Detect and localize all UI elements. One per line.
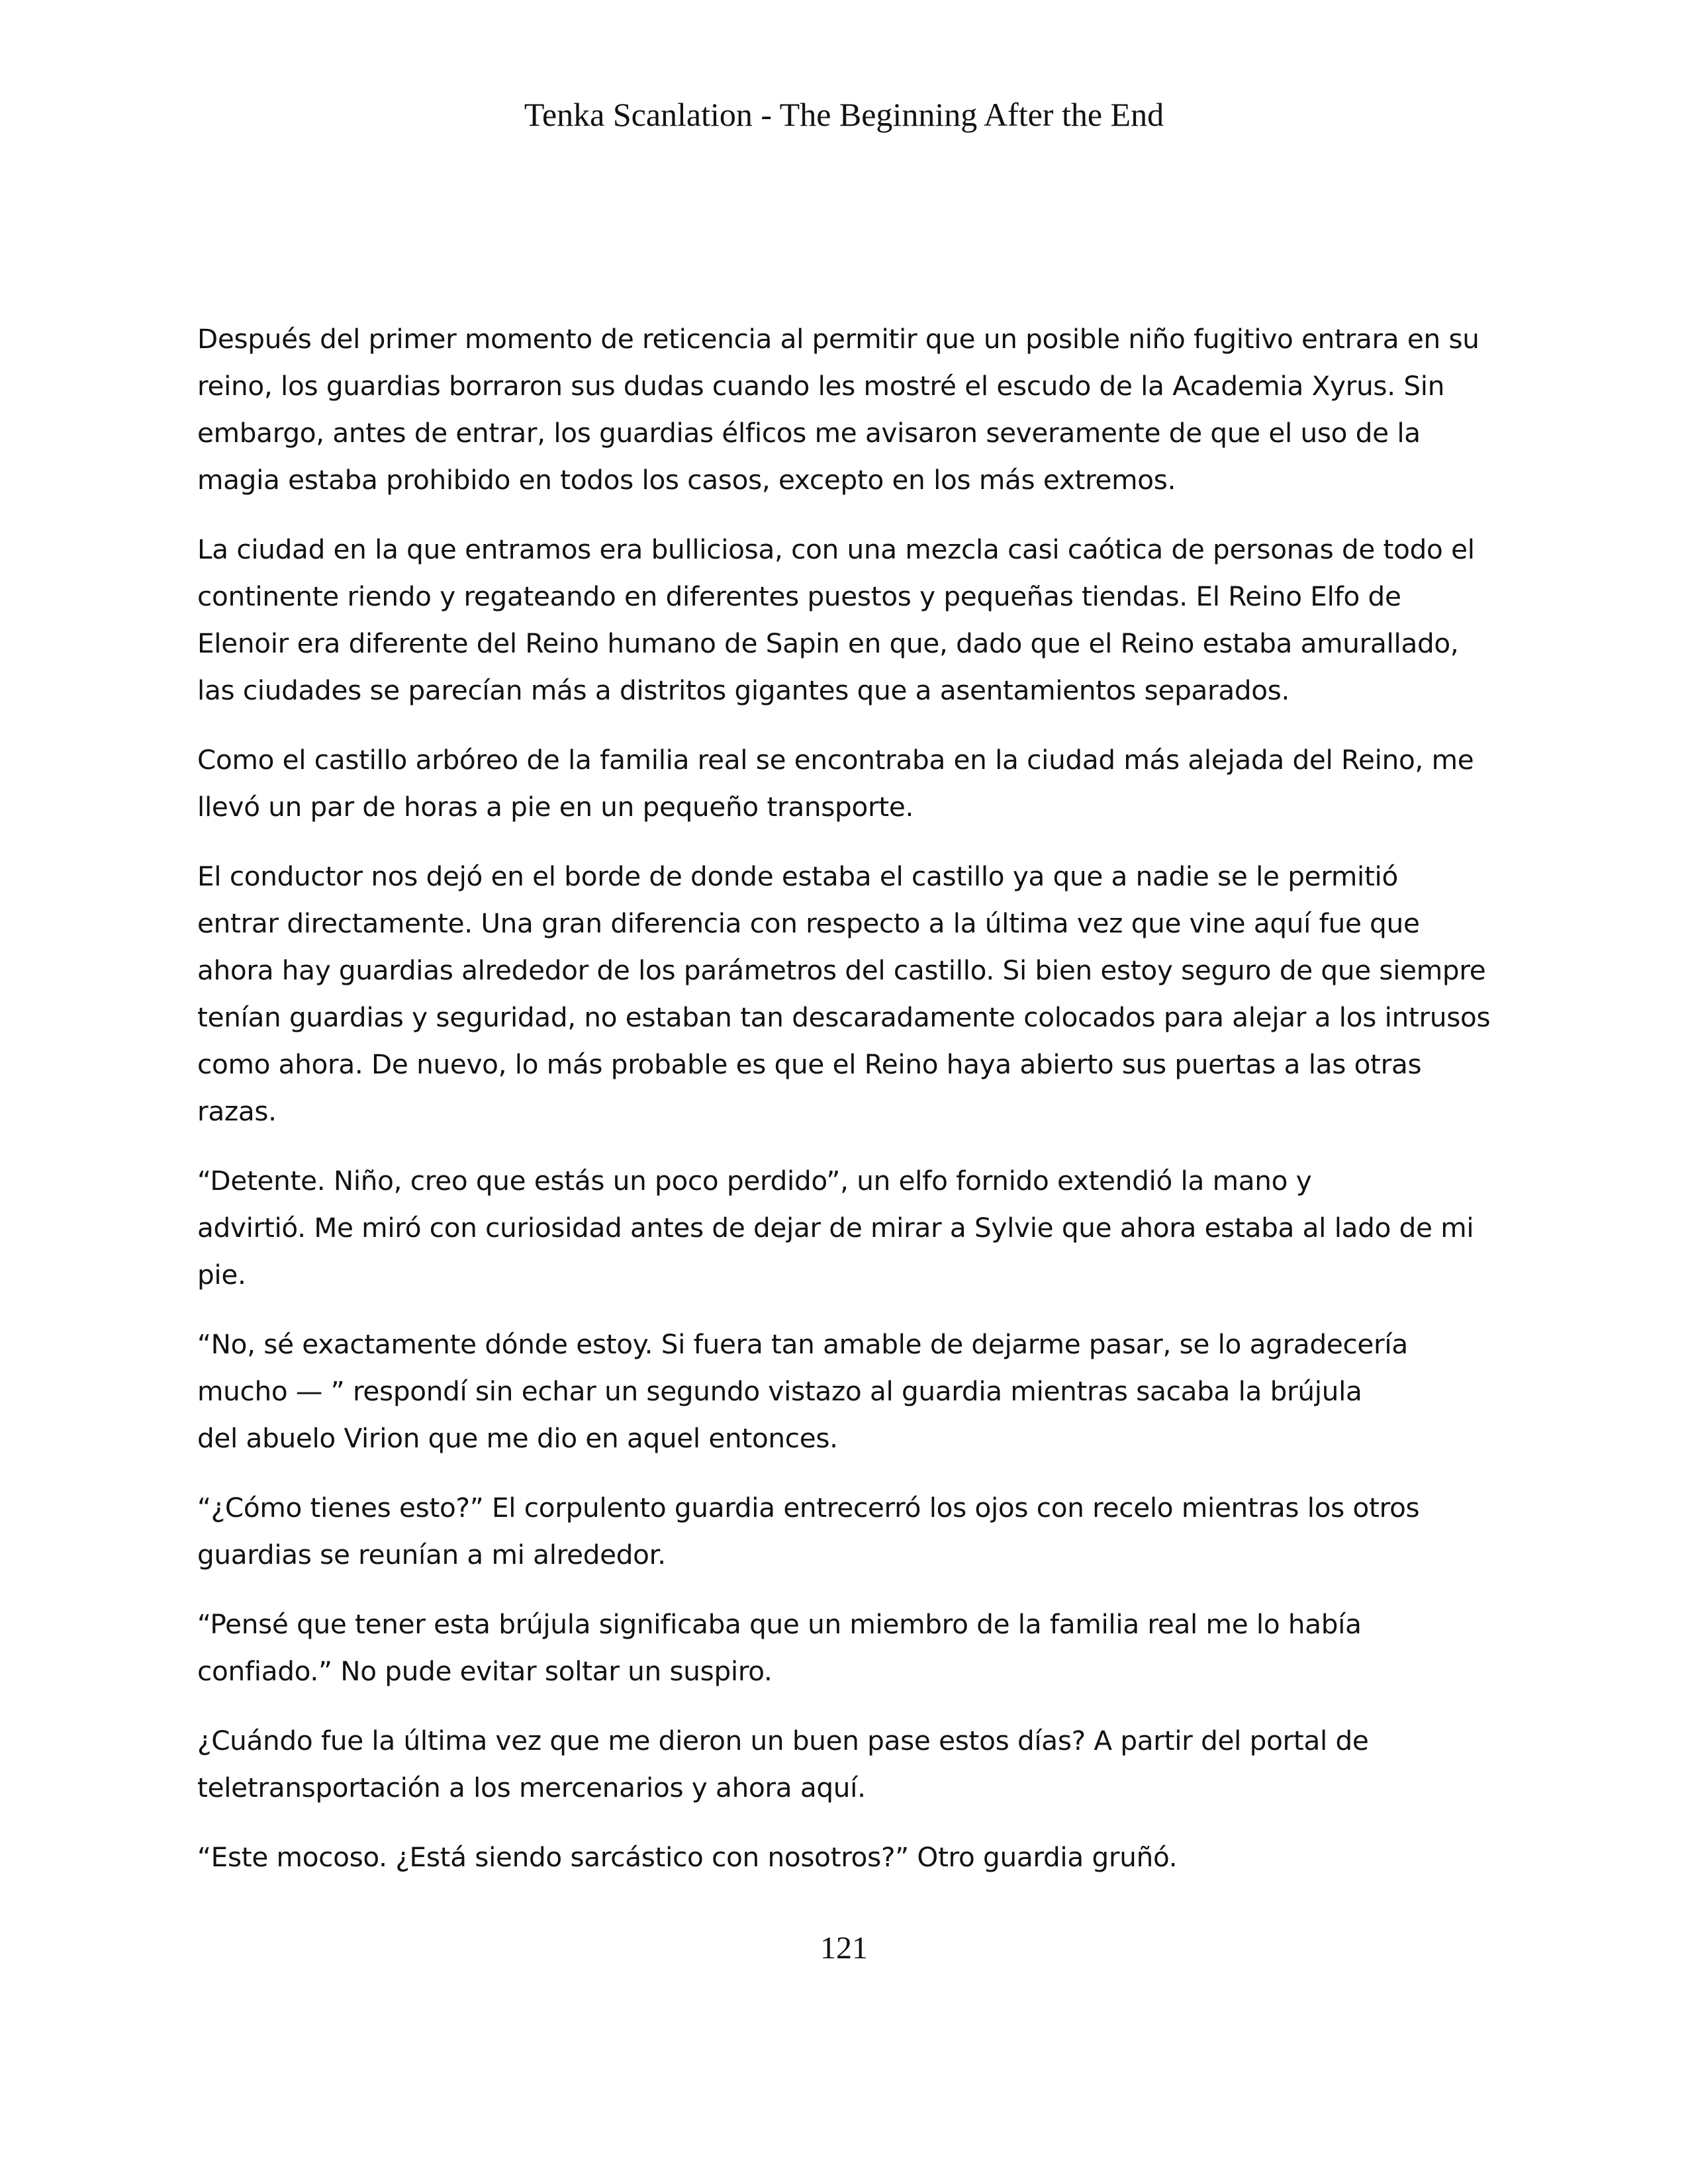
paragraph: “¿Cómo tienes esto?” El corpulento guardia entrecerró los ojos con recelo mientras los otros guardias se reunían a mi alrededor. — [197, 1492, 1420, 1570]
paragraph: “Pensé que tener esta brújula significaba que un miembro de la familia real me lo había confiado.” No pude evitar soltar un suspiro. — [197, 1608, 1362, 1687]
running-header: Tenka Scanlation - The Beginning After the End — [524, 96, 1164, 133]
paragraph: “Detente. Niño, creo que estás un poco perdido”, un elfo fornido extendió la mano y advirtió. Me miró con curiosidad antes de dejar de mirar a Sylvie que ahora estaba al lado de mi pie. — [197, 1165, 1474, 1291]
paragraph: Como el castillo arbóreo de la familia real se encontraba en la ciudad más alejada del Reino, me llevó un par de horas a pie en un pequeño transporte. — [197, 744, 1474, 823]
paragraph: La ciudad en la que entramos era bulliciosa, con una mezcla casi caótica de personas de todo el continente riendo y regateando en diferentes puestos y pequeñas tiendas. El Reino Elfo de Elenoir era diferente del Reino humano de Sapin en que, dado que el Reino estaba amurallado, las ciudades se parecían más a distritos gigantes que a asentamientos separados. — [197, 533, 1475, 706]
page-number: 121 — [820, 1931, 868, 1966]
paragraph: “Este mocoso. ¿Está siendo sarcástico con nosotros?” Otro guardia gruñó. — [197, 1841, 1178, 1873]
body-text — [197, 316, 1505, 1903]
paragraph: ¿Cuándo fue la última vez que me dieron un buen pase estos días? A partir del portal de teletransportación a los mercenarios y ahora aquí. — [197, 1725, 1369, 1803]
paragraph: “No, sé exactamente dónde estoy. Si fuera tan amable de dejarme pasar, se lo agradecería mucho — ” respondí sin echar un segundo vistazo al guardia mientras sacaba la brújula del abuelo Virion que me dio en aquel entonces. — [197, 1328, 1408, 1454]
paragraph: Después del primer momento de reticencia al permitir que un posible niño fugitivo entrara en su reino, los guardias borraron sus dudas cuando les mostré el escudo de la Academia Xyrus. Sin embargo, antes de entrar, los guardias élficos me avisaron severamente de que el uso de la magia estaba prohibido en todos los casos, excepto en los más extremos. — [197, 323, 1479, 496]
paragraph: El conductor nos dejó en el borde de donde estaba el castillo ya que a nadie se le permitió entrar directamente. Una gran diferencia con respecto a la última vez que vine aquí fue que ahora hay guardias alrededor de los parámetros del castillo. Si bien estoy seguro de que siempre tenían guardias y seguridad, no estaban tan descaradamente colocados para alejar a los intrusos como ahora. De nuevo, lo más probable es que el Reino haya abierto sus puertas a las otras razas. — [197, 860, 1491, 1127]
